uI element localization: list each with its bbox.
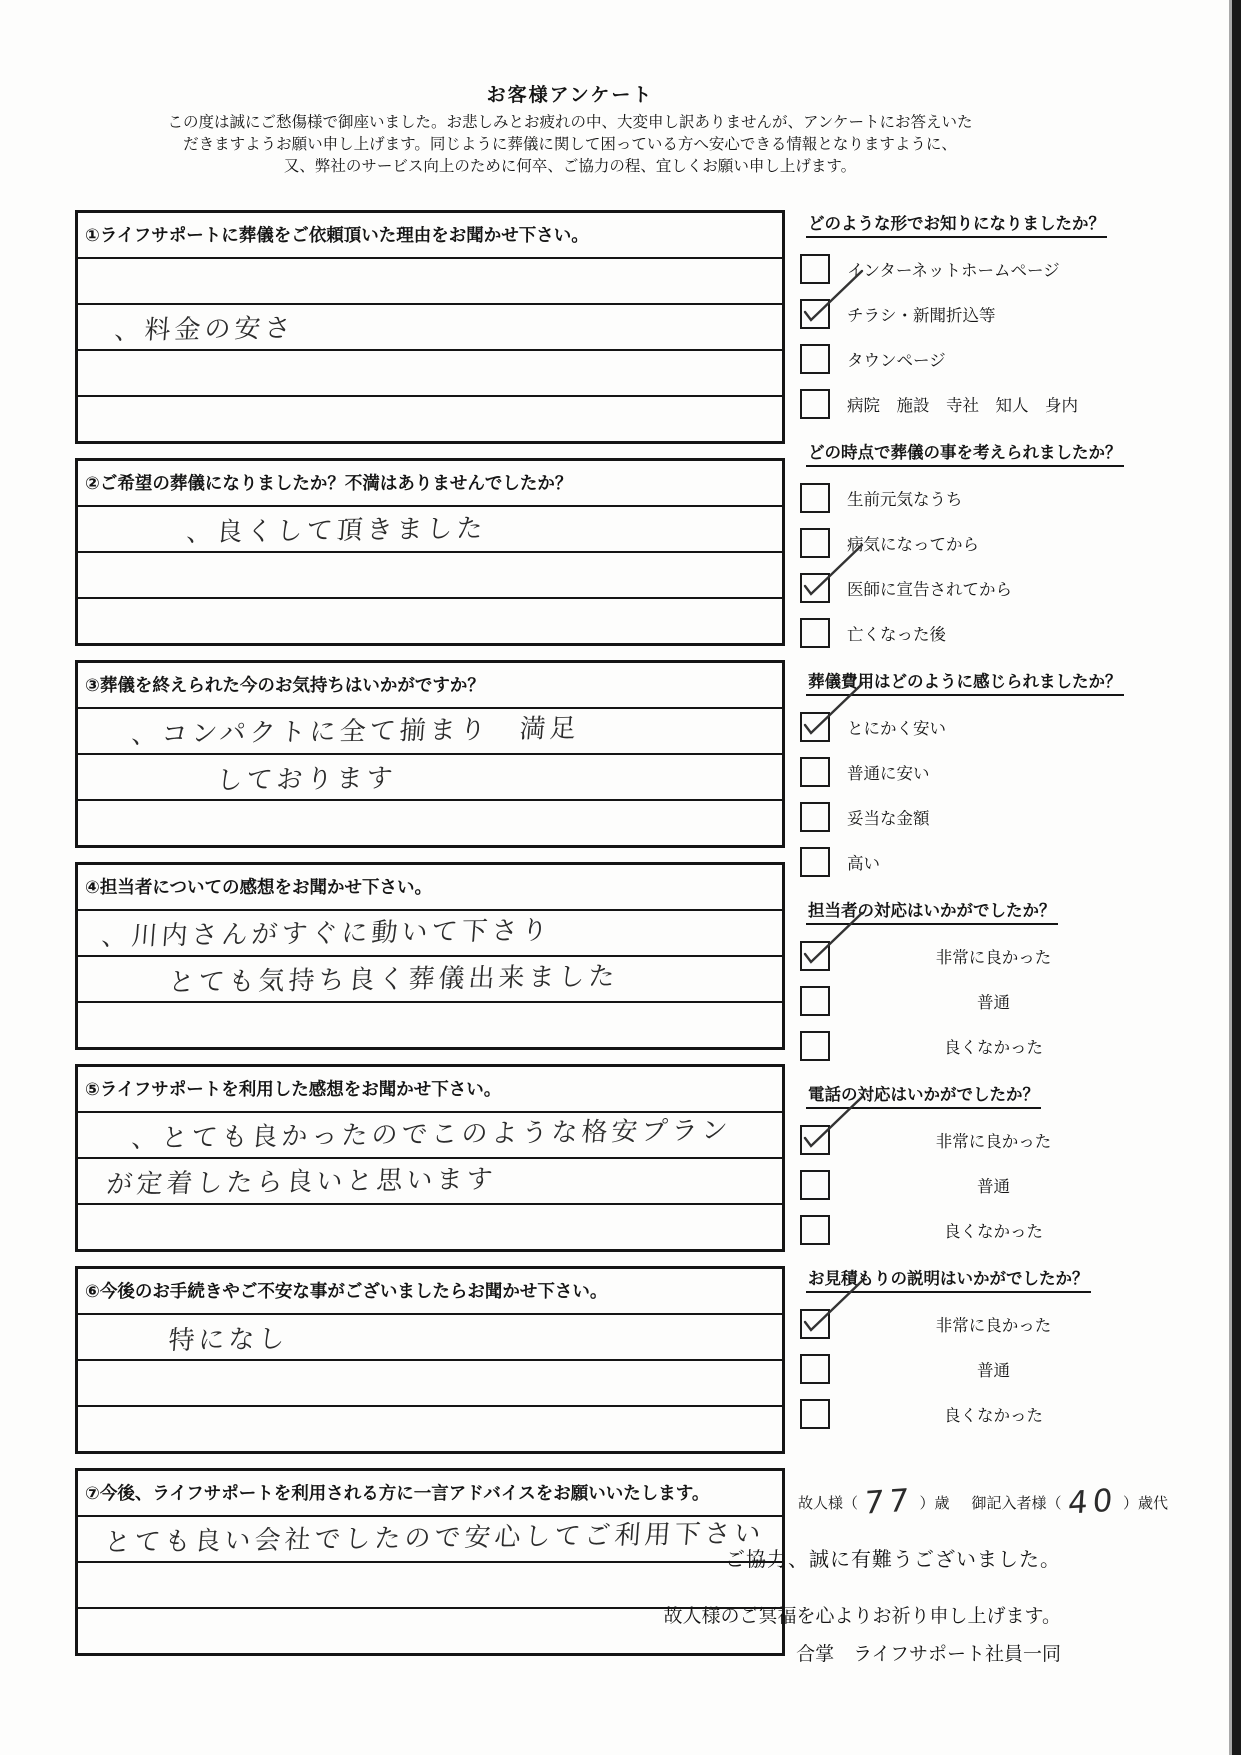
survey-section-4	[75, 862, 785, 1050]
writer-age-handwritten: 40	[1066, 1482, 1119, 1522]
option-label: 非常に良かった	[935, 948, 1052, 967]
checkbox-unchecked[interactable]	[800, 1399, 830, 1429]
age-line	[798, 1484, 1168, 1520]
section-heading: ③葬儀を終えられた今のお気持ちはいかがですか？	[78, 663, 782, 709]
option-label: インターネットホームページ	[847, 261, 1060, 280]
section-heading: ⑥今後のお手続きやご不安な事がございましたらお聞かせ下さい。	[78, 1269, 782, 1315]
prayer-line: 故人様のご冥福を心よりお祈り申し上げます。	[663, 1606, 1061, 1627]
answer-line	[78, 755, 782, 801]
page-title: お客様アンケート	[486, 85, 654, 106]
answer-line	[78, 259, 782, 305]
option-label: 非常に良かった	[935, 1132, 1052, 1151]
answer-line	[78, 1205, 782, 1249]
checkbox-option	[800, 610, 1170, 655]
checkbox-checked[interactable]	[800, 1309, 830, 1339]
checkbox-checked[interactable]	[800, 1125, 830, 1155]
handwritten-answer: 、とても良かったのでこのような格安プラン	[130, 1115, 733, 1155]
group-heading: 電話の対応はいかがでしたか？	[806, 1081, 1041, 1109]
checkbox-option	[800, 933, 1170, 978]
section-heading: ②ご希望の葬儀になりましたか？不満はありませんでしたか？	[78, 461, 782, 507]
checkbox-option	[800, 291, 1170, 336]
option-label: 医師に宣告されてから	[847, 580, 1012, 599]
deceased-age-suffix: ）歳	[919, 1494, 950, 1512]
checkbox-unchecked[interactable]	[800, 1354, 830, 1384]
section-heading: ①ライフサポートに葬儀をご依頼頂いた理由をお聞かせ下さい。	[78, 213, 782, 259]
checkbox-option	[800, 794, 1170, 839]
checkbox-unchecked[interactable]	[800, 254, 830, 284]
survey-section-2	[75, 458, 785, 646]
checkbox-group-2	[800, 439, 1170, 655]
handwritten-answer: とても良い会社でしたので安心してご利用下さい	[103, 1518, 766, 1559]
group-heading: どの時点で葬儀の事を考えられましたか？	[806, 439, 1124, 467]
scan-artifact-right-band	[1232, 0, 1241, 1755]
writer-age-suffix: ）歳代	[1122, 1494, 1168, 1512]
answer-line	[78, 397, 782, 441]
answer-line	[78, 553, 782, 599]
option-label: 良くなかった	[944, 1038, 1043, 1057]
checkbox-unchecked[interactable]	[800, 344, 830, 374]
handwritten-answer: が定着したら良いと思います	[105, 1164, 498, 1201]
group-heading: どのような形でお知りになりましたか？	[806, 210, 1107, 238]
intro-line: だきますようお願い申し上げます。同じように葬儀に関して困っている方へ安心できる情報となりますように、	[183, 136, 957, 153]
group-heading: 担当者の対応はいかがでしたか？	[806, 897, 1058, 925]
checkbox-option	[800, 246, 1170, 291]
answer-line	[78, 305, 782, 351]
checkbox-checked[interactable]	[800, 299, 830, 329]
checkbox-unchecked[interactable]	[800, 757, 830, 787]
answer-line	[78, 351, 782, 397]
option-label: 普通	[977, 993, 1010, 1012]
thanks-line: ご協力、誠に有難うございました。	[725, 1549, 1061, 1571]
checkbox-unchecked[interactable]	[800, 847, 830, 877]
option-label: 良くなかった	[944, 1406, 1043, 1425]
checkbox-checked[interactable]	[800, 712, 830, 742]
option-label: 良くなかった	[944, 1222, 1043, 1241]
handwritten-answer: 、料金の安さ	[113, 313, 296, 347]
checkbox-option	[800, 704, 1170, 749]
survey-section-5	[75, 1064, 785, 1252]
checkbox-option	[800, 749, 1170, 794]
intro-line: この度は誠にご愁傷様で御座いました。お悲しみとお疲れの中、大変申し訳ありませんが、アンケートにお答えいた	[167, 114, 973, 131]
checkbox-option	[800, 475, 1170, 520]
option-label: 非常に良かった	[935, 1316, 1052, 1335]
checkbox-group-5	[800, 1081, 1170, 1252]
answer-line	[78, 599, 782, 643]
intro-line: 又、弊社のサービス向上のために何卒、ご協力の程、宜しくお願い申し上げます。	[283, 158, 857, 175]
checkbox-option	[800, 1117, 1170, 1162]
section-heading: ⑤ライフサポートを利用した感想をお聞かせ下さい。	[78, 1067, 782, 1113]
handwritten-answer: 、良くして頂きました	[185, 513, 488, 549]
checkbox-unchecked[interactable]	[800, 618, 830, 648]
option-label: 病院 施設 寺社 知人 身内	[847, 396, 1078, 415]
checkbox-checked[interactable]	[800, 573, 830, 603]
handwritten-answer: 特になし	[167, 1324, 290, 1357]
answer-line	[78, 709, 782, 755]
group-heading: 葬儀費用はどのように感じられましたか？	[806, 668, 1124, 696]
handwritten-answer: 、コンパクトに全て揃まり 満足	[130, 713, 581, 751]
signoff-line: 合掌 ライフサポート社員一同	[796, 1644, 1061, 1665]
checkbox-option	[800, 1207, 1170, 1252]
option-label: 妥当な金額	[847, 809, 930, 828]
checkbox-unchecked[interactable]	[800, 389, 830, 419]
group-heading: お見積もりの説明はいかがでしたか？	[806, 1265, 1091, 1293]
writer-age-prefix: 御記入者様（	[971, 1494, 1062, 1512]
deceased-age-prefix: 故人様（	[798, 1494, 859, 1512]
checkbox-option	[800, 520, 1170, 565]
checkmark-icon	[800, 1125, 826, 1151]
checkbox-checked[interactable]	[800, 941, 830, 971]
handwritten-answer: しております	[215, 763, 398, 797]
checkmark-icon	[800, 941, 826, 967]
checkbox-option	[800, 565, 1170, 610]
checkbox-unchecked[interactable]	[800, 802, 830, 832]
checkmark-icon	[800, 1309, 826, 1335]
checkbox-unchecked[interactable]	[800, 1031, 830, 1061]
section-heading: ④担当者についての感想をお聞かせ下さい。	[78, 865, 782, 911]
answer-line	[78, 1003, 782, 1047]
option-label: 普通	[977, 1361, 1010, 1380]
answer-line	[78, 1407, 782, 1451]
option-label: 普通	[977, 1177, 1010, 1196]
checkbox-group-6	[800, 1265, 1170, 1436]
checkbox-option	[800, 381, 1170, 426]
handwritten-answer: とても気持ち良く葬儀出来ました	[167, 961, 620, 999]
answer-line	[78, 1113, 782, 1159]
checkmark-icon	[800, 299, 826, 325]
option-label: 普通に安い	[847, 764, 930, 783]
option-label: 高い	[847, 854, 880, 873]
checkmark-icon	[800, 712, 826, 738]
option-label: 亡くなった後	[847, 625, 946, 644]
survey-section-1	[75, 210, 785, 444]
checkbox-option	[800, 1391, 1170, 1436]
checkbox-unchecked[interactable]	[800, 483, 830, 513]
answer-line	[78, 1315, 782, 1361]
section-heading: ⑦今後、ライフサポートを利用される方に一言アドバイスをお願いいたします。	[78, 1471, 782, 1517]
checkbox-option	[800, 1162, 1170, 1207]
checkbox-option	[800, 978, 1170, 1023]
checkmark-icon	[800, 573, 826, 599]
answer-line	[78, 507, 782, 553]
checkbox-unchecked[interactable]	[800, 986, 830, 1016]
option-label: とにかく安い	[847, 719, 946, 738]
checkbox-group-3	[800, 668, 1170, 884]
scan-artifact-right-shadow	[1229, 0, 1232, 1755]
option-label: 生前元気なうち	[847, 490, 963, 509]
checkbox-group-4	[800, 897, 1170, 1068]
closing-block	[664, 1543, 1061, 1666]
checkbox-column	[800, 210, 1170, 1449]
answer-line	[78, 801, 782, 845]
checkbox-unchecked[interactable]	[800, 1215, 830, 1245]
checkbox-option	[800, 839, 1170, 884]
intro-text	[0, 112, 1140, 178]
checkbox-option	[800, 1346, 1170, 1391]
checkbox-unchecked[interactable]	[800, 1170, 830, 1200]
survey-section-6	[75, 1266, 785, 1454]
checkbox-option	[800, 1023, 1170, 1068]
answer-line	[78, 957, 782, 1003]
option-label: チラシ・新聞折込等	[847, 306, 996, 325]
answer-line	[78, 911, 782, 957]
answer-line	[78, 1159, 782, 1205]
option-label: タウンページ	[847, 351, 946, 370]
questions-column	[75, 210, 785, 1670]
checkbox-unchecked[interactable]	[800, 528, 830, 558]
handwritten-answer: 、川内さんがすぐに動いて下さり	[100, 915, 553, 953]
option-label: 病気になってから	[847, 535, 979, 554]
checkbox-option	[800, 336, 1170, 381]
survey-section-3	[75, 660, 785, 848]
checkbox-group-1	[800, 210, 1170, 426]
answer-line	[78, 1361, 782, 1407]
checkbox-option	[800, 1301, 1170, 1346]
deceased-age-handwritten: 77	[862, 1482, 915, 1522]
